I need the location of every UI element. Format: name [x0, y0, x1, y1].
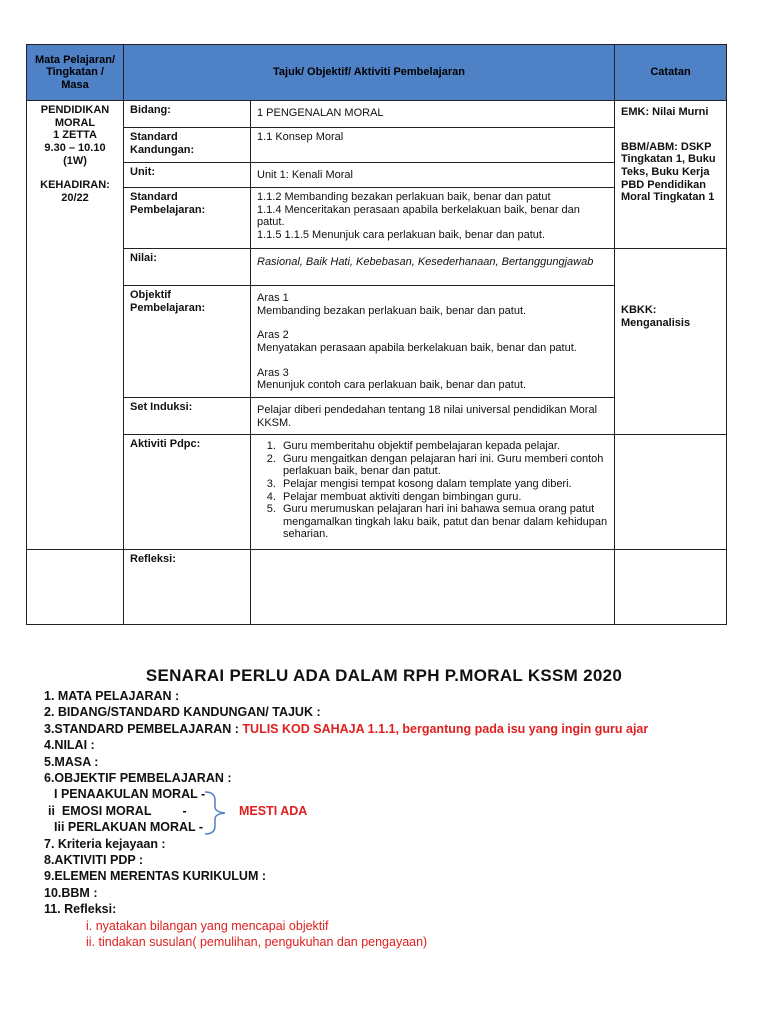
- subject-cell: [27, 101, 124, 550]
- list-subitem: Iii PERLAKUAN MORAL -: [54, 820, 204, 835]
- page-title: SENARAI PERLU ADA DALAM RPH P.MORAL KSSM 2020: [145, 666, 623, 685]
- table-row: [27, 249, 727, 286]
- list-item: 8.AKTIVITI PDP :: [44, 853, 144, 868]
- aktiviti-value: [251, 435, 615, 550]
- aras-2-text: Menyatakan perasaan apabila berkelakuan baik, benar dan patut.: [257, 341, 577, 354]
- week: (1W): [63, 154, 87, 167]
- objektif-label: Objektif Pembelajaran:: [124, 286, 251, 398]
- aras-3-text: Menunjuk contoh cara perlakuan baik, benar dan patut.: [257, 379, 527, 392]
- list-subitem: ii EMOSI MORAL -: [48, 803, 187, 818]
- sp-line: 1.1.5 1.1.5 Menunjuk cara perlakuan baik, benar dan patut.: [257, 228, 546, 241]
- set-induksi-value: Pelajar diberi pendedahan tentang 18 nilai universal pendidikan Moral KKSM.: [251, 398, 615, 435]
- sp-line: 1.1.4 Menceritakan perasaan apabila berkelakuan baik, benar dan patut.: [257, 203, 580, 229]
- brace-icon: [203, 790, 231, 836]
- aras-1-label: Aras 1: [257, 292, 289, 304]
- sp-value: [251, 188, 615, 249]
- list-item-note: TULIS KOD SAHAJA 1.1.1, bergantung pada isu yang ingin guru ajar: [242, 721, 649, 736]
- list-item: 9.ELEMEN MERENTAS KURIKULUM :: [44, 869, 266, 884]
- attendance-label: KEHADIRAN:: [40, 179, 110, 192]
- checklist: [44, 688, 744, 951]
- rph-table: [26, 44, 727, 625]
- sp-label: Standard Pembelajaran:: [124, 188, 251, 249]
- refleksi-label: Refleksi:: [124, 550, 251, 625]
- set-induksi-label: Set Induksi:: [124, 398, 251, 435]
- list-item: 2. BIDANG/STANDARD KANDUNGAN/ TAJUK :: [44, 705, 321, 720]
- list-item: [44, 721, 744, 737]
- header-tajuk: Tajuk/ Objektif/ Aktiviti Pembelajaran: [124, 45, 615, 101]
- refleksi-value: [251, 550, 615, 625]
- attendance: 20/22: [61, 191, 89, 204]
- bidang-label: Bidang:: [124, 101, 251, 128]
- list-item-label: 3.STANDARD PEMBELAJARAN :: [44, 721, 239, 736]
- table-row: [27, 101, 727, 128]
- list-item: 4.NILAI :: [44, 738, 95, 753]
- list-item: 7. Kriteria kejayaan :: [44, 836, 166, 851]
- class-name: 1 ZETTA: [53, 129, 97, 142]
- subject: PENDIDIKAN MORAL: [40, 104, 110, 129]
- emk: EMK: Nilai Murni: [621, 106, 709, 118]
- bbm: BBM/ABM: DSKP Tingkatan 1, Buku Teks, Buku Kerja PBD Pendidikan Moral Tingkatan 1: [621, 140, 716, 204]
- catatan-cell-2: [615, 249, 727, 435]
- list-subitem: I PENAAKULAN MORAL -: [54, 787, 206, 802]
- list-item: 11. Refleksi:: [44, 902, 117, 917]
- time: 9.30 – 10.10: [44, 141, 106, 154]
- empty-cell: [615, 550, 727, 625]
- aras-3-label: Aras 3: [257, 366, 289, 379]
- list-item: 1. Guru memberitahu objektif pembelajaran kepada pelajar.: [279, 440, 608, 453]
- list-item: 5.MASA :: [44, 754, 99, 769]
- mesti-ada-label: MESTI ADA: [239, 804, 308, 818]
- objektif-value: [251, 286, 615, 398]
- list-item: 6.OBJEKTIF PEMBELAJARAN :: [44, 771, 232, 786]
- catatan-cell-1: [615, 101, 727, 249]
- sp-line: 1.1.2 Membanding bezakan perlakuan baik, benar dan patut: [257, 191, 551, 203]
- list-item: 3. Pelajar mengisi tempat kosong dalam template yang diberi.: [279, 478, 608, 491]
- aras-2-label: Aras 2: [257, 329, 289, 342]
- sk-value: 1.1 Konsep Moral: [251, 128, 615, 163]
- table-header-row: [27, 45, 727, 101]
- header-catatan: Catatan: [615, 45, 727, 101]
- header-mata-pelajaran: Mata Pelajaran/ Tingkatan / Masa: [27, 45, 124, 101]
- table-row: [27, 550, 727, 625]
- table-row: [27, 435, 727, 550]
- list-item: 10.BBM :: [44, 885, 98, 900]
- unit-label: Unit:: [124, 163, 251, 188]
- list-item: 1. MATA PELAJARAN :: [44, 689, 180, 703]
- catatan-cell-3: [615, 435, 727, 550]
- aktiviti-list: [257, 440, 608, 541]
- list-item: 2. Guru mengaitkan dengan pelajaran hari ini. Guru memberi contoh perlakuan baik, benar dan patut.: [279, 453, 608, 478]
- list-item: 4. Pelajar membuat aktiviti dengan bimbingan guru.: [279, 491, 608, 504]
- refleksi-note: i. nyatakan bilangan yang mencapai objektif: [86, 918, 329, 933]
- bidang-value: 1 PENGENALAN MORAL: [251, 101, 615, 128]
- list-item: 5. Guru merumuskan pelajaran hari ini bahawa semua orang patut mengamalkan tingkah laku baik, patut dan benar dalam kehidupan seharian.: [279, 503, 608, 541]
- sk-label: Standard Kandungan:: [124, 128, 251, 163]
- nilai-value: Rasional, Baik Hati, Kebebasan, Kesederhanaan, Bertanggungjawab: [251, 249, 615, 286]
- kbkk: KBKK: Menganalisis: [621, 304, 691, 329]
- empty-cell: [27, 550, 124, 625]
- nilai-label: Nilai:: [124, 249, 251, 286]
- aktiviti-label: Aktiviti Pdpc:: [124, 435, 251, 550]
- refleksi-note: ii. tindakan susulan( pemulihan, pengukuhan dan pengayaan): [86, 935, 428, 950]
- aras-1-text: Membanding bezakan perlakuan baik, benar dan patut.: [257, 304, 527, 317]
- unit-value: Unit 1: Kenali Moral: [251, 163, 615, 188]
